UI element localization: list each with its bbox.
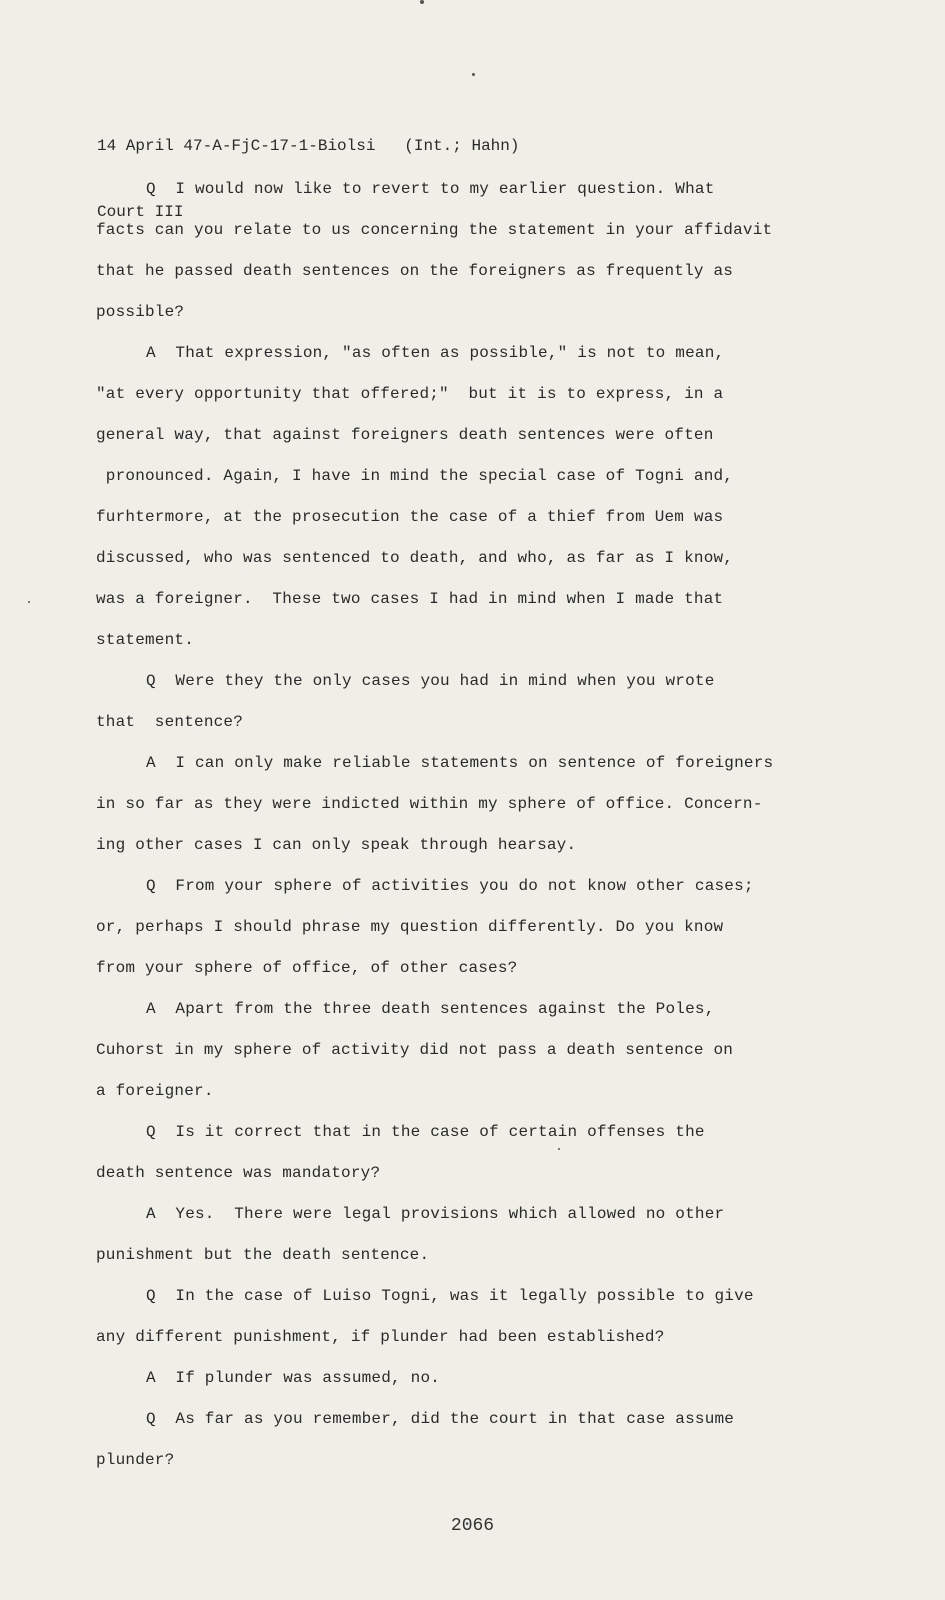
paper-speck [472, 73, 475, 76]
transcript-line: punishment but the death sentence. [96, 1246, 430, 1264]
transcript-line: discussed, who was sentenced to death, and who, as far as I know, [96, 549, 734, 567]
transcript-line: a foreigner. [96, 1082, 214, 1100]
transcript-body [96, 169, 816, 1481]
header-line-1: 14 April 47-A-FjC-17-1-Biolsi (Int.; Hahn) [97, 137, 520, 155]
transcript-line: facts can you relate to us concerning the statement in your affidavit [96, 221, 773, 239]
transcript-line: Q In the case of Luiso Togni, was it legally possible to give [146, 1287, 754, 1305]
transcript-line: from your sphere of office, of other cases? [96, 959, 518, 977]
transcript-line: that he passed death sentences on the foreigners as frequently as [96, 262, 734, 280]
transcript-line: Cuhorst in my sphere of activity did not pass a death sentence on [96, 1041, 734, 1059]
transcript-line: was a foreigner. These two cases I had in mind when I made that [96, 590, 724, 608]
transcript-line: A I can only make reliable statements on sentence of foreigners [146, 754, 774, 772]
header-line-2: Court III [97, 203, 184, 221]
transcript-line: death sentence was mandatory? [96, 1164, 381, 1182]
page-number: 2066 [450, 1516, 495, 1536]
transcript-line: general way, that against foreigners death sentences were often [96, 426, 714, 444]
transcript-line: Q Were they the only cases you had in mind when you wrote [146, 672, 715, 690]
transcript-line: A Yes. There were legal provisions which allowed no other [146, 1205, 725, 1223]
transcript-line: ing other cases I can only speak through hearsay. [96, 836, 577, 854]
transcript-line: Q From your sphere of activities you do not know other cases; [146, 877, 754, 895]
transcript-line: furhtermore, at the prosecution the case of a thief from Uem was [96, 508, 724, 526]
paper-speck [558, 1148, 560, 1150]
transcript-line: A That expression, "as often as possible," is not to mean, [146, 344, 725, 362]
transcript-line: or, perhaps I should phrase my question differently. Do you know [96, 918, 724, 936]
transcript-line: Q I would now like to revert to my earlier question. What [146, 180, 715, 198]
transcript-line: "at every opportunity that offered;" but it is to express, in a [96, 385, 724, 403]
paper-speck [28, 601, 30, 603]
transcript-line: possible? [96, 303, 185, 321]
transcript-line: Q As far as you remember, did the court in that case assume [146, 1410, 735, 1428]
transcript-line: pronounced. Again, I have in mind the special case of Togni and, [96, 467, 734, 485]
transcript-line: statement. [96, 631, 195, 649]
transcript-line: A If plunder was assumed, no. [146, 1369, 441, 1387]
transcript-line: plunder? [96, 1451, 175, 1469]
transcript-line: Q Is it correct that in the case of certain offenses the [146, 1123, 705, 1141]
transcript-line: A Apart from the three death sentences against the Poles, [146, 1000, 715, 1018]
transcript-line: that sentence? [96, 713, 244, 731]
transcript-line: any different punishment, if plunder had been established? [96, 1328, 665, 1346]
transcript-line: in so far as they were indicted within my sphere of office. Concern- [96, 795, 763, 813]
paper-speck [420, 0, 424, 4]
